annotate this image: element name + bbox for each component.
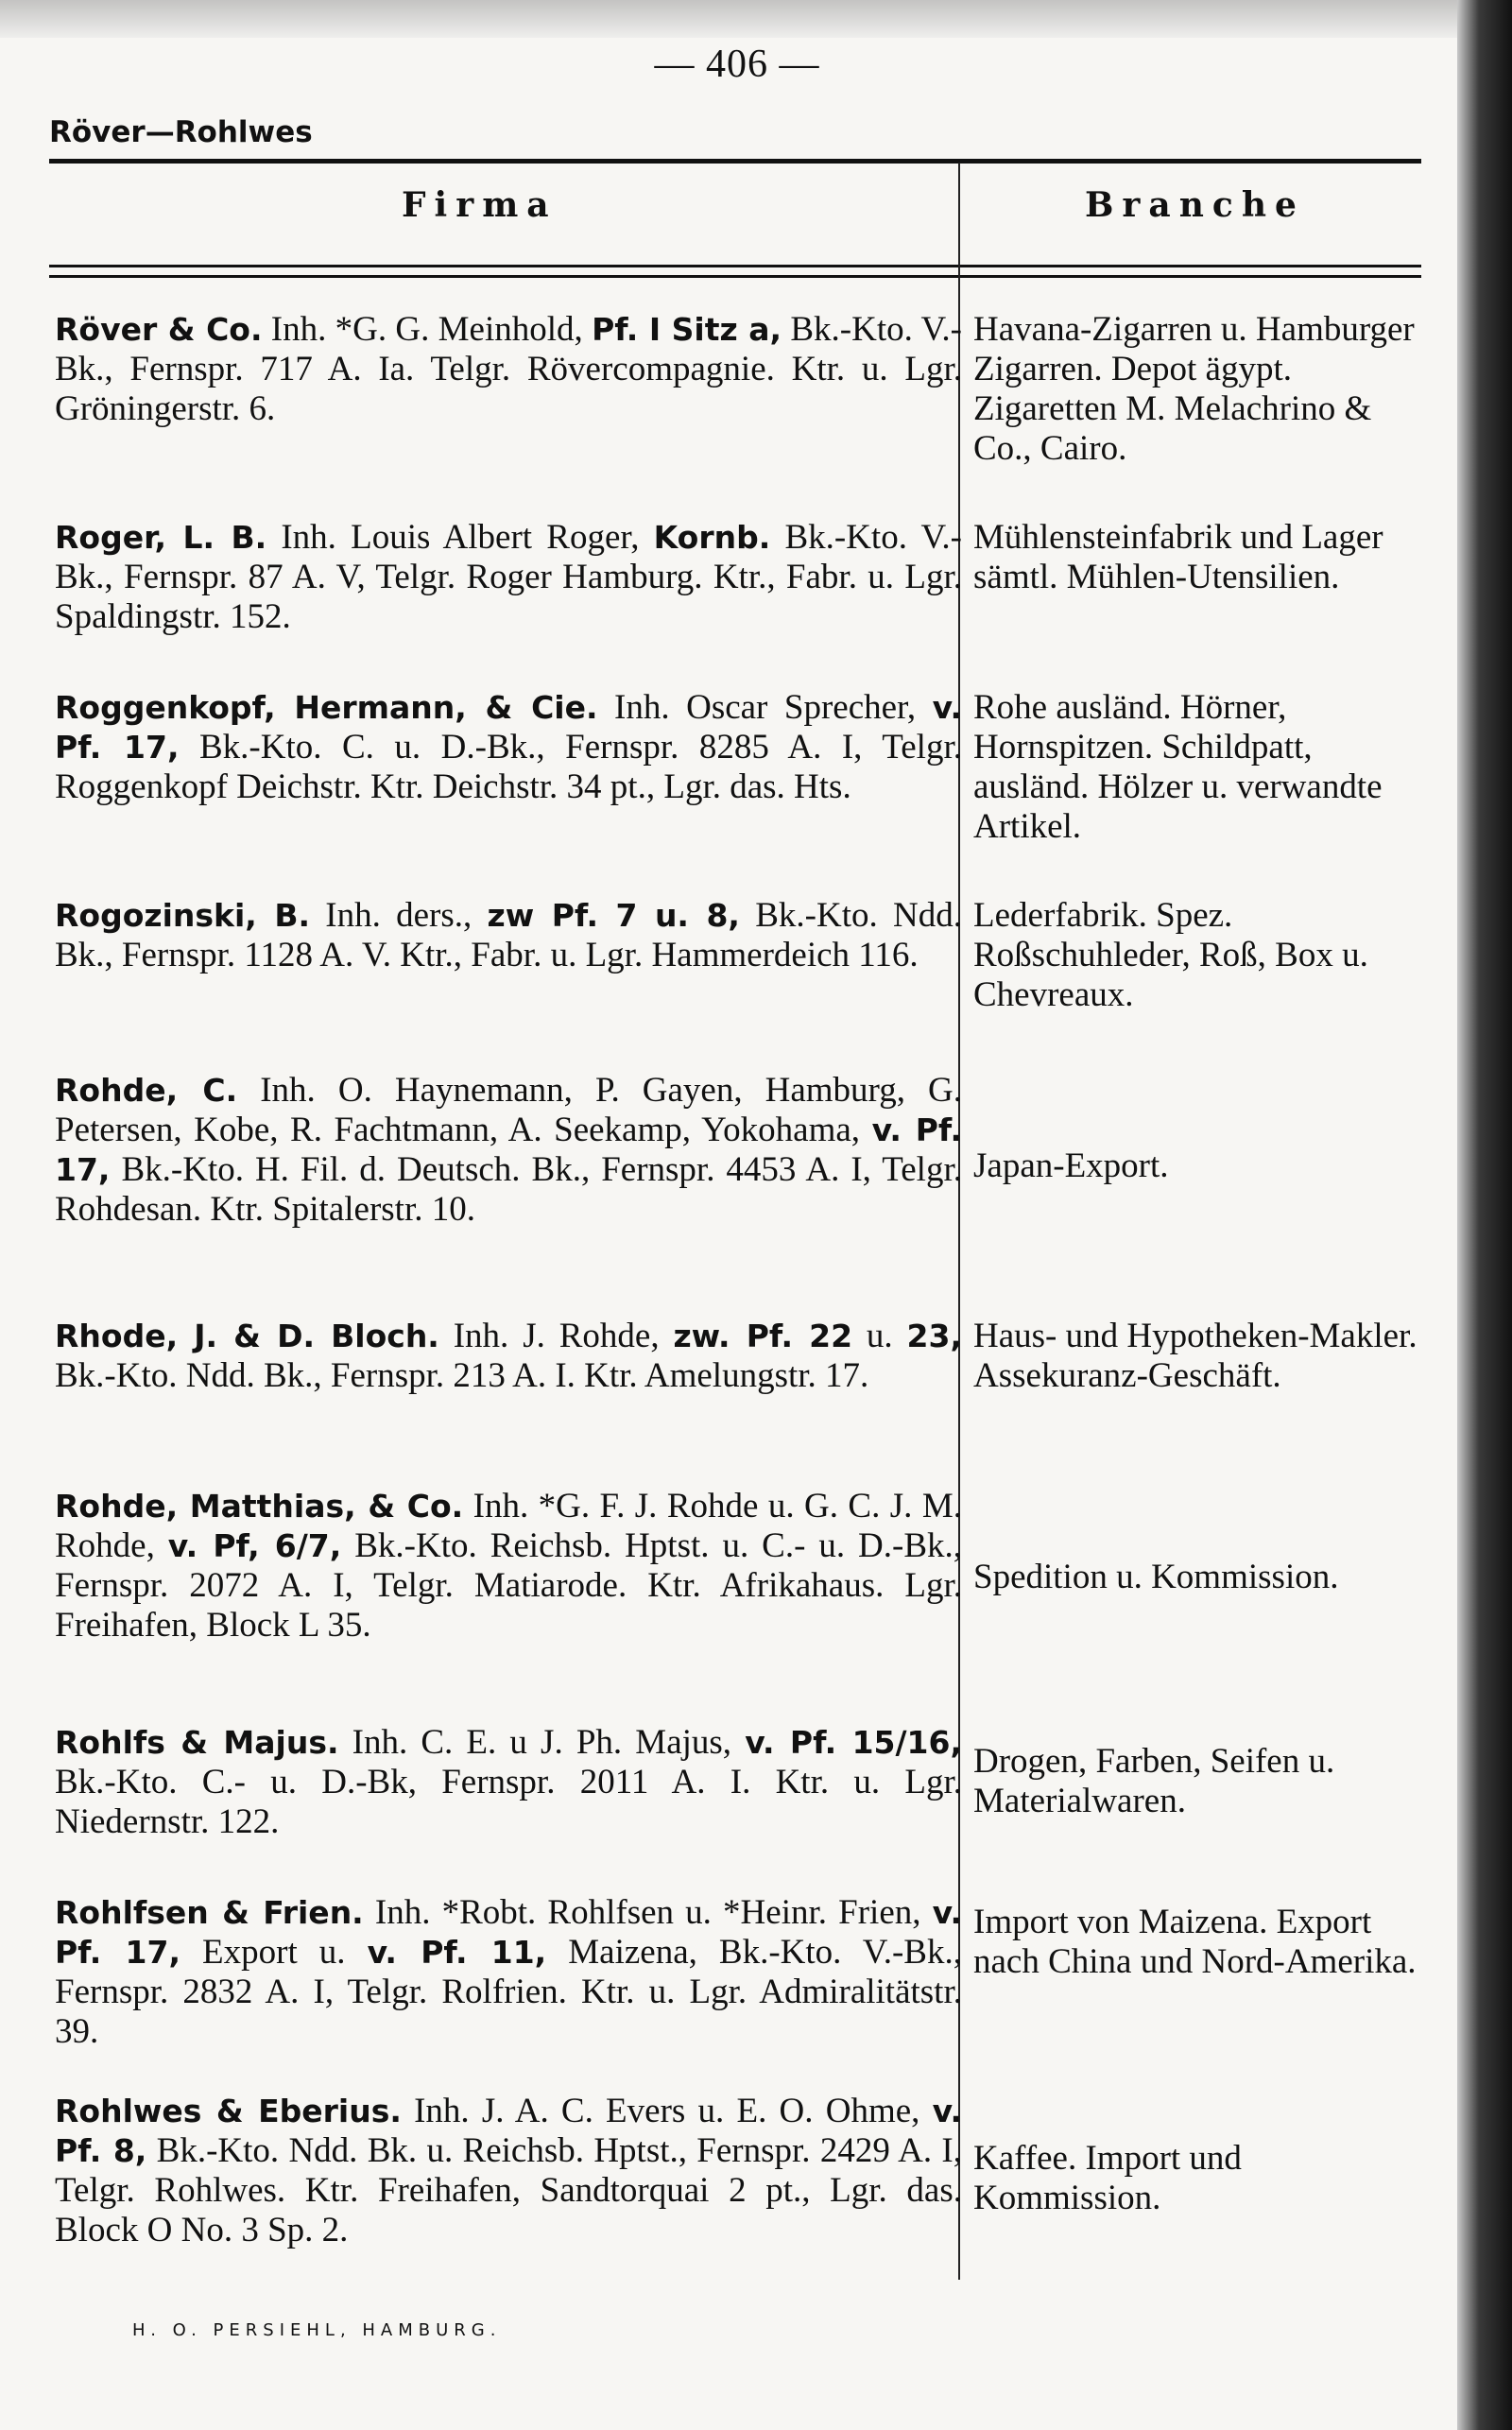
branche-entry: Havana-Zigarren u. Hamburger Zigarren. Depot ägypt. Zigaretten M. Melachrino & Co., Cairo. — [973, 310, 1415, 468]
firma-entry — [55, 1071, 962, 1230]
header-rule — [49, 159, 1421, 164]
firm-name: Roger, L. B. — [55, 519, 267, 556]
firm-name: Rohde, Matthias, & Co. — [55, 1488, 464, 1525]
firm-name: Roggenkopf, Hermann, & Cie. — [55, 689, 598, 726]
firm-details: Maizena, Bk.-Kto. V.-Bk., Fernspr. 2832 A. I, Telgr. Rolfrien. Ktr. u. Lgr. Admiralitätstr. 39. — [55, 1933, 962, 2051]
postfach-ref: v. Pf. 15/16, — [745, 1724, 963, 1761]
firm-details: Inh. *Robt. Rohlfsen u. *Heinr. Frien, — [363, 1893, 933, 1932]
firm-details: Inh. *G. G. Meinhold, — [262, 310, 593, 349]
firma-entry — [55, 1317, 962, 1396]
firm-name: Rohlfsen & Frien. — [55, 1894, 364, 1931]
firm-name: Rohde, C. — [55, 1072, 238, 1109]
firm-details: Inh. C. E. u J. Ph. Majus, — [338, 1723, 746, 1762]
postfach-ref: v. Pf. 11, — [367, 1934, 547, 1971]
firm-details: Bk.-Kto. C.- u. D.-Bk, Fernspr. 2011 A. I. Ktr. u. Lgr. Niedernstr. 122. — [55, 1763, 962, 1841]
firm-details: Inh. Louis Albert Roger, — [266, 518, 654, 557]
firm-details: u. — [852, 1317, 907, 1355]
double-rule-lower — [49, 275, 1421, 278]
postfach-ref: v. Pf. 8, — [55, 2093, 962, 2169]
postfach-ref: zw Pf. 7 u. 8, — [487, 897, 740, 934]
firma-entry — [55, 1893, 962, 2052]
postfach-ref: zw. Pf. 22 — [673, 1318, 853, 1354]
firm-details: Bk.-Kto. V.-Bk., Fernspr. 87 A. V, Telgr. Roger Hamburg. Ktr., Fabr. u. Lgr. Spaldingstr. 152. — [55, 518, 963, 636]
branche-entry: Kaffee. Import und Kommission. — [973, 2139, 1242, 2217]
branche-entry: Spedition u. Kommission. — [973, 1558, 1339, 1596]
branche-entry: Mühlensteinfabrik und Lager sämtl. Mühlen-Utensilien. — [973, 518, 1383, 596]
postfach-ref: Pf. I Sitz a, — [592, 311, 782, 348]
firm-name: Röver & Co. — [55, 311, 263, 348]
firm-details: Bk.-Kto. V.-Bk., Fernspr. 717 A. Ia. Telgr. Rövercompagnie. Ktr. u. Lgr. Gröningerstr. 6. — [55, 310, 962, 428]
firma-entry — [55, 1487, 962, 1646]
firma-entry — [55, 1723, 962, 1842]
firm-details: Bk.-Kto. Reichsb. Hptst. u. C.- u. D.-Bk., Fernspr. 2072 A. I, Telgr. Matiarode. Ktr. Afrikahaus. Lgr. Freihafen, Block L 35. — [55, 1526, 962, 1645]
page-number: — 406 — — [654, 43, 820, 86]
firm-details: Bk.-Kto. Ndd. Bk., Fernspr. 213 A. I. Ktr. Amelungstr. 17. — [55, 1356, 869, 1395]
firma-entry — [55, 688, 962, 807]
postfach-ref: v. Pf. 17, — [55, 1894, 963, 1971]
firma-entry — [55, 2092, 962, 2250]
postfach-ref: Kornb. — [653, 519, 771, 556]
postfach-ref: v. Pf. 17, — [55, 1112, 962, 1188]
firm-name: Rogozinski, B. — [55, 897, 311, 934]
branche-entry: Haus- und Hypotheken-Makler. Assekuranz-Geschäft. — [973, 1317, 1418, 1395]
firma-entry — [55, 896, 962, 975]
scan-shadow-right — [1457, 0, 1512, 2430]
firm-details: Inh. J. Rohde, — [438, 1317, 674, 1355]
postfach-ref: 23, — [906, 1318, 963, 1354]
running-head: Röver—Rohlwes — [49, 115, 313, 149]
branche-entry: Lederfabrik. Spez. Roßschuhleder, Roß, Box u. Chevreaux. — [973, 896, 1368, 1014]
branche-entry: Drogen, Farben, Seifen u. Materialwaren. — [973, 1742, 1335, 1820]
printer-imprint: H. O. PERSIEHL, HAMBURG. — [132, 2320, 502, 2340]
firm-details: Inh. Oscar Sprecher, — [597, 688, 933, 727]
scan-shadow-top — [0, 0, 1512, 38]
firm-details: Inh. J. A. C. Evers u. E. O. Ohme, — [401, 2092, 933, 2130]
firm-details: Export u. — [180, 1933, 368, 1972]
firm-details: Bk.-Kto. Ndd. Bk., Fernspr. 1128 A. V. Ktr., Fabr. u. Lgr. Hammerdeich 116. — [55, 896, 962, 974]
double-rule-upper — [49, 265, 1421, 267]
postfach-ref: v. Pf. 17, — [55, 689, 962, 766]
firm-name: Rohlfs & Majus. — [55, 1724, 339, 1761]
firm-details: Inh. *G. F. J. Rohde u. G. C. J. M. Rohde, — [55, 1487, 962, 1565]
firma-entry — [55, 518, 962, 637]
firm-details: Inh. O. Haynemann, P. Gayen, Hamburg, G. Petersen, Kobe, R. Fachtmann, A. Seekamp, Yokohama, — [55, 1071, 962, 1149]
firma-entry — [55, 310, 962, 429]
firm-details: Inh. ders., — [310, 896, 488, 935]
firm-name: Rhode, J. & D. Bloch. — [55, 1318, 439, 1354]
branche-entry: Import von Maizena. Export nach China und Nord-Amerika. — [973, 1903, 1417, 1981]
firm-details: Bk.-Kto. C. u. D.-Bk., Fernspr. 8285 A. I, Telgr. Roggenkopf Deichstr. Ktr. Deichstr. 34 pt., Lgr. das. Hts. — [55, 728, 962, 806]
firm-name: Rohlwes & Eberius. — [55, 2093, 402, 2129]
postfach-ref: v. Pf, 6/7, — [167, 1527, 342, 1564]
firm-details: Bk.-Kto. Ndd. Bk. u. Reichsb. Hptst., Fernspr. 2429 A. I, Telgr. Rohlwes. Ktr. Freihafen, Sandtorquai 2 pt., Lgr. das. Block O No. 3 Sp. 2. — [55, 2131, 962, 2249]
firm-details: Bk.-Kto. H. Fil. d. Deutsch. Bk., Fernspr. 4453 A. I, Telgr. Rohdesan. Ktr. Spitalerstr. 10. — [55, 1150, 962, 1229]
branche-entry: Japan-Export. — [973, 1146, 1169, 1185]
branche-entry: Rohe ausländ. Hörner, Hornspitzen. Schildpatt, ausländ. Hölzer u. verwandte Artikel. — [973, 688, 1383, 846]
column-header-firma: Firma — [402, 185, 558, 225]
column-header-branche: Branche — [1085, 185, 1305, 225]
